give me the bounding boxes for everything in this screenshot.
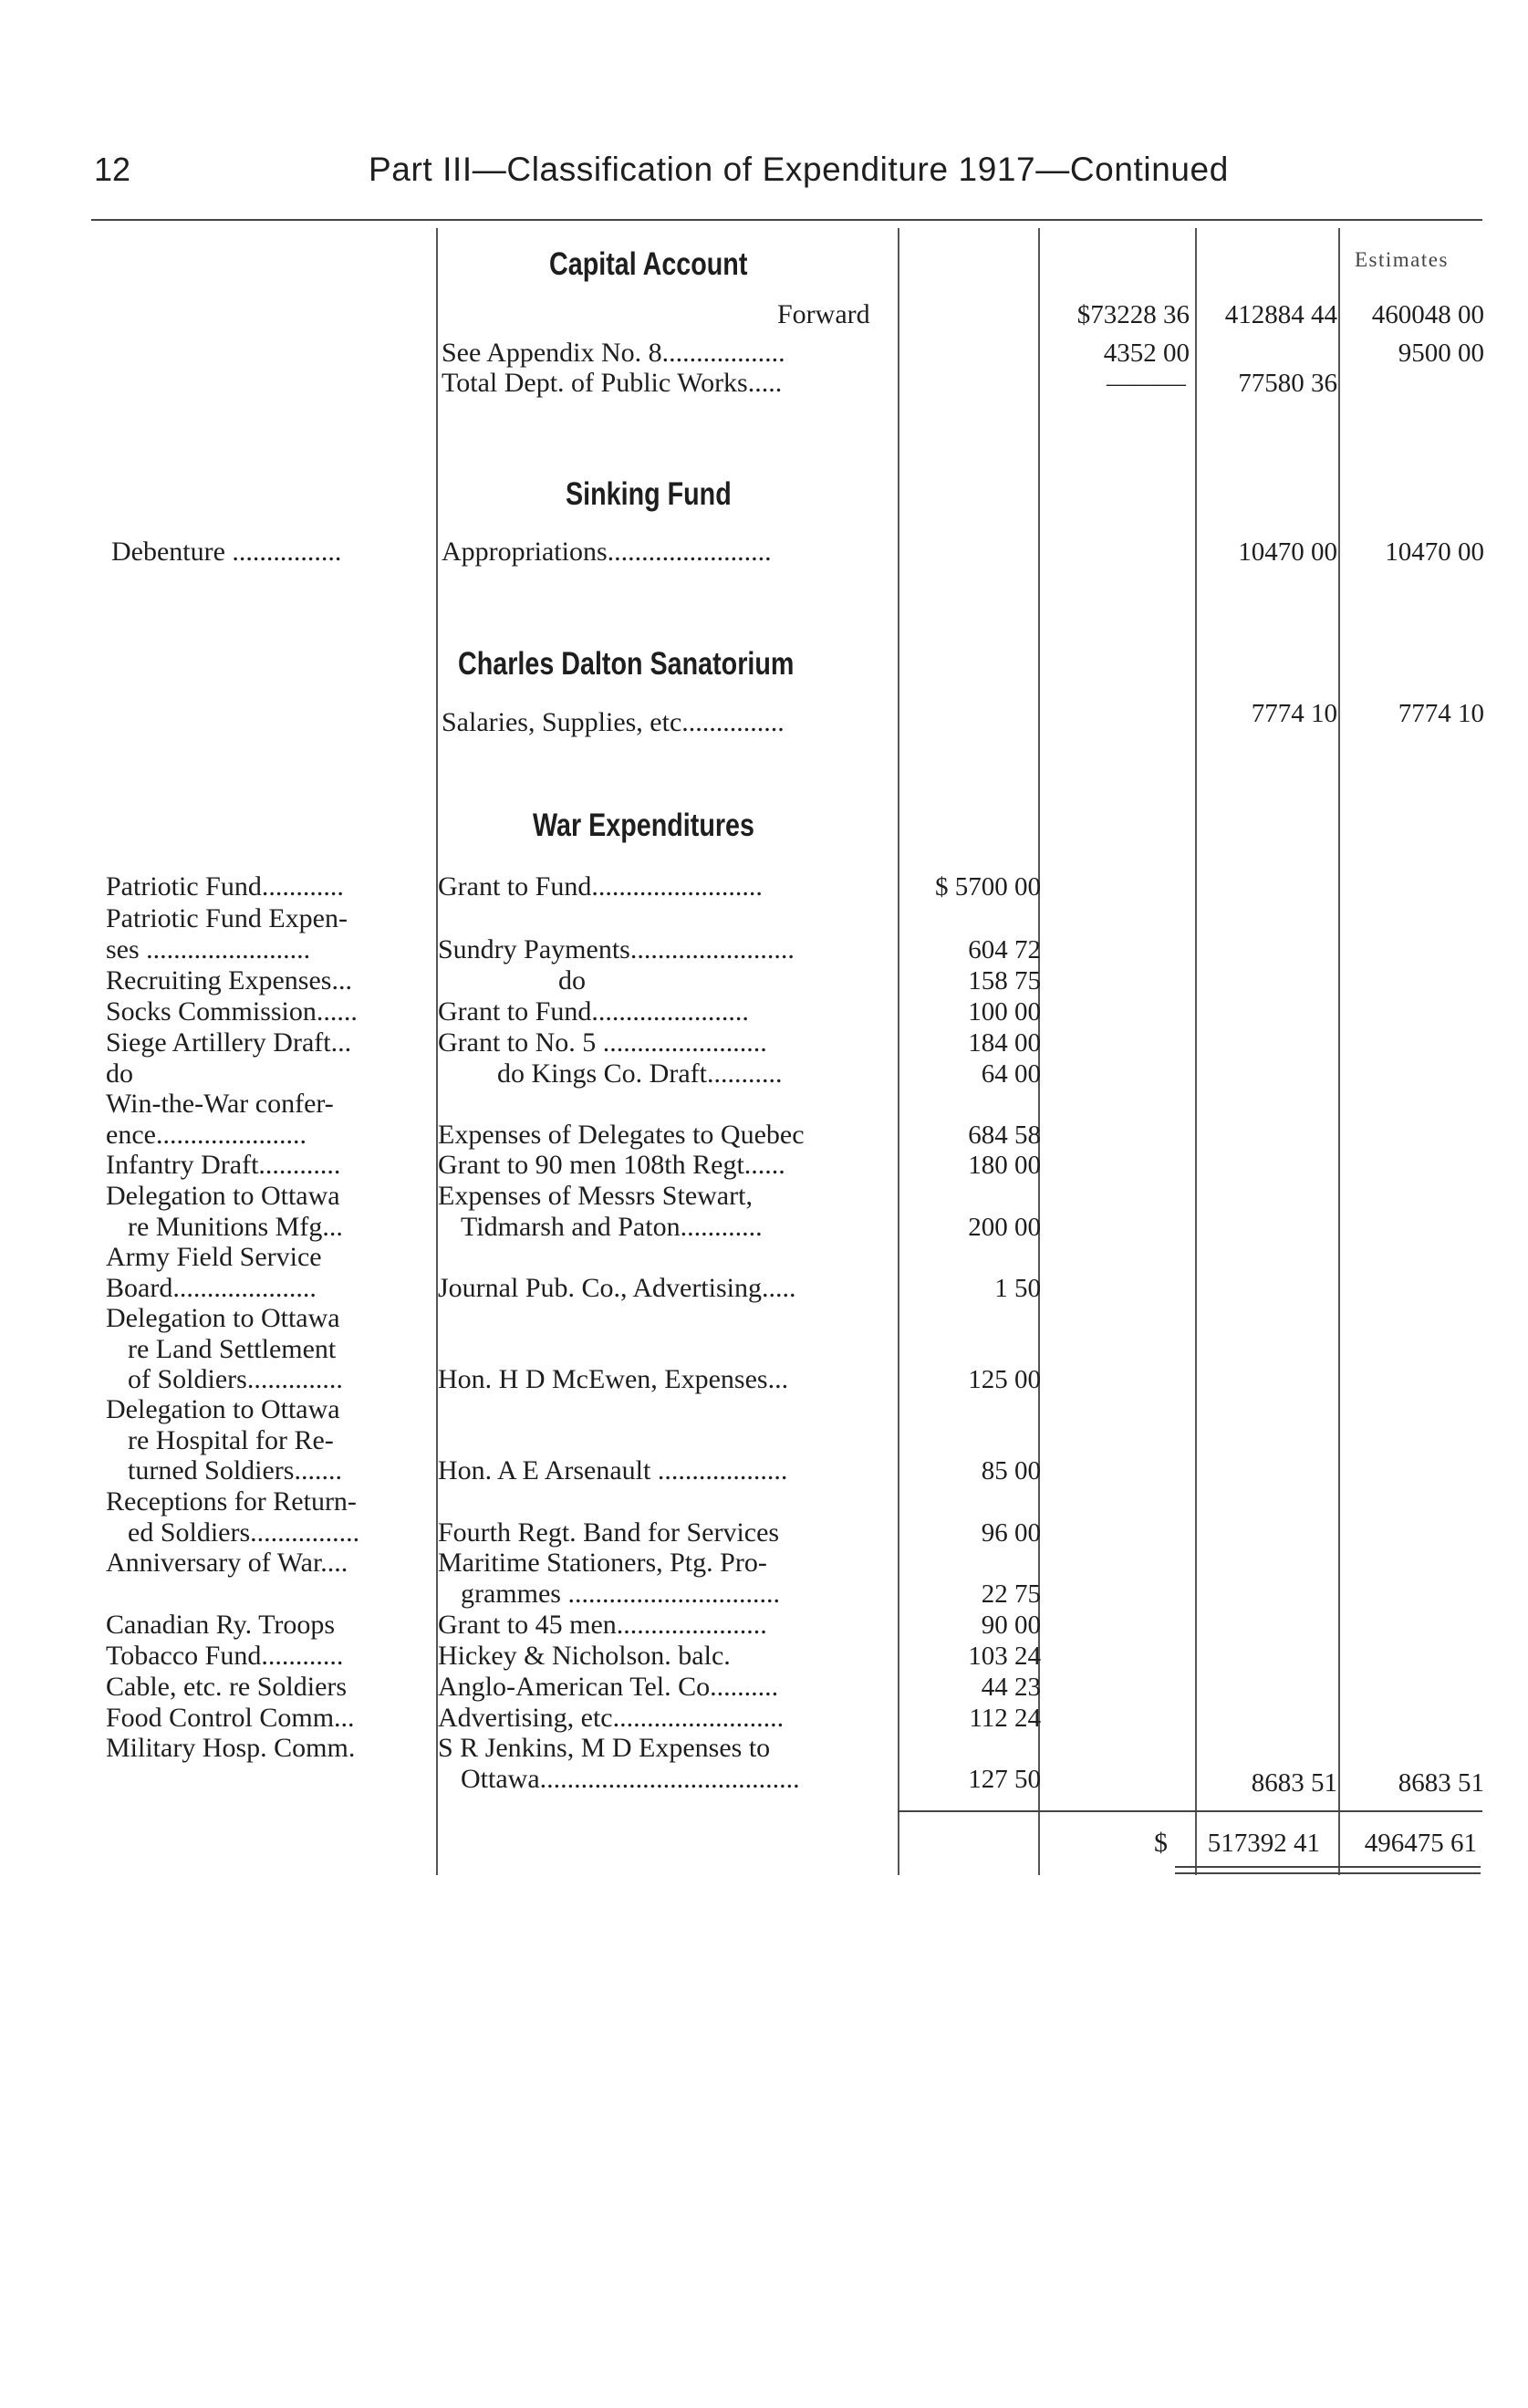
total-col4: 77580 36 xyxy=(1238,369,1337,398)
grand-total-col4: 517392 41 xyxy=(1207,1829,1320,1858)
war-row-amount: 127 50 xyxy=(968,1764,1041,1794)
war-row-amount: 64 00 xyxy=(981,1059,1041,1089)
war-row-amount: 200 00 xyxy=(968,1212,1041,1242)
war-row-payee: Grant to 90 men 108th Regt...... xyxy=(438,1150,785,1180)
war-row-payee: Tidmarsh and Paton............ xyxy=(461,1211,763,1242)
war-row-payee: Maritime Stationers, Ptg. Pro- xyxy=(438,1548,767,1578)
war-row-description: ence...................... xyxy=(106,1119,307,1150)
war-row-payee: Grant to Fund......................... xyxy=(438,871,763,902)
subtotal-rule xyxy=(898,1810,1482,1812)
war-row-description: Anniversary of War.... xyxy=(106,1548,348,1578)
war-row-description: Army Field Service xyxy=(106,1242,322,1272)
forward-col4: 412884 44 xyxy=(1224,300,1337,329)
war-row-description: Board..................... xyxy=(106,1272,317,1303)
war-row-description: Patriotic Fund Expen- xyxy=(106,903,348,933)
war-row-description: Infantry Draft............ xyxy=(106,1150,341,1180)
page-number: 12 xyxy=(94,151,131,188)
war-row-payee: Ottawa...................................... xyxy=(461,1763,800,1794)
war-row-payee: Advertising, etc......................... xyxy=(438,1703,785,1733)
war-row-amount: $ 5700 00 xyxy=(935,872,1041,902)
grand-total-dollar: $ xyxy=(1154,1828,1168,1858)
war-row-description: do xyxy=(106,1058,133,1089)
war-row-payee: S R Jenkins, M D Expenses to xyxy=(438,1733,771,1763)
appendix-label: See Appendix No. 8.................. xyxy=(442,338,785,368)
war-row-amount: 125 00 xyxy=(968,1365,1041,1394)
grand-total-double-rule-2 xyxy=(1175,1872,1481,1874)
war-row-description: Recruiting Expenses... xyxy=(106,965,352,996)
forward-estimate: 460048 00 xyxy=(1371,300,1484,329)
war-row-payee: Sundry Payments........................ xyxy=(438,933,795,964)
war-row-description: Delegation to Ottawa xyxy=(106,1394,340,1424)
war-total-col4: 8683 51 xyxy=(1251,1768,1337,1798)
war-row-payee: Anglo-American Tel. Co.......... xyxy=(438,1672,779,1702)
war-row-payee: do xyxy=(558,965,586,996)
war-row-payee: Fourth Regt. Band for Services xyxy=(438,1517,780,1548)
war-row-payee: Hon. A E Arsenault ................... xyxy=(438,1455,788,1485)
war-row-description: re Land Settlement xyxy=(128,1333,337,1364)
war-row-description: Tobacco Fund............ xyxy=(106,1641,344,1671)
war-row-amount: 180 00 xyxy=(968,1151,1041,1180)
war-row-payee: Expenses of Delegates to Quebec xyxy=(438,1119,805,1150)
total-col3-dash: ——— xyxy=(1107,369,1186,398)
war-total-estimate: 8683 51 xyxy=(1398,1768,1484,1798)
total-public-works-label: Total Dept. of Public Works..... xyxy=(442,368,783,398)
column-rule-5 xyxy=(1338,228,1340,1875)
sinking-col4: 10470 00 xyxy=(1238,537,1337,567)
dalton-col4: 7774 10 xyxy=(1251,699,1337,728)
column-rule-4 xyxy=(1195,228,1197,1875)
debenture-label: Debenture ................ xyxy=(111,537,342,567)
war-row-payee: Grant to No. 5 ........................ xyxy=(438,1027,767,1058)
war-row-amount: 22 75 xyxy=(981,1579,1041,1609)
war-row-amount: 103 24 xyxy=(968,1642,1041,1671)
section-title-sinking: Sinking Fund xyxy=(566,476,732,512)
war-row-description: Delegation to Ottawa xyxy=(106,1181,340,1211)
war-row-description: re Hospital for Re- xyxy=(128,1424,334,1455)
war-row-payee: grammes ............................... xyxy=(461,1578,780,1609)
war-row-description: Delegation to Ottawa xyxy=(106,1303,340,1333)
estimates-heading: Estimates xyxy=(1355,248,1449,271)
page-title: Part III—Classification of Expenditure 1917—Continued xyxy=(369,151,1229,188)
war-row-amount: 158 75 xyxy=(968,966,1041,996)
war-row-amount: 184 00 xyxy=(968,1028,1041,1058)
section-title-capital: Capital Account xyxy=(549,246,748,282)
header-rule xyxy=(91,219,1482,221)
war-row-payee: Hickey & Nicholson. balc. xyxy=(438,1641,731,1671)
war-row-description: Win-the-War confer- xyxy=(106,1089,334,1119)
war-row-description: Food Control Comm... xyxy=(106,1703,355,1733)
war-row-description: ses ........................ xyxy=(106,933,311,964)
war-row-amount: 684 58 xyxy=(968,1120,1041,1150)
forward-label: Forward xyxy=(777,299,870,329)
war-row-amount: 44 23 xyxy=(981,1673,1041,1702)
war-row-amount: 90 00 xyxy=(981,1611,1041,1640)
war-row-amount: 1 50 xyxy=(994,1273,1041,1303)
war-row-description: Socks Commission...... xyxy=(106,996,358,1027)
appendix-col3: 4352 00 xyxy=(1103,339,1190,368)
war-row-amount: 85 00 xyxy=(981,1456,1041,1485)
section-title-war: War Expenditures xyxy=(533,808,754,843)
dalton-label: Salaries, Supplies, etc............... xyxy=(442,707,785,737)
war-row-description: Canadian Ry. Troops xyxy=(106,1610,336,1640)
war-row-description: Siege Artillery Draft... xyxy=(106,1027,352,1058)
appendix-estimate: 9500 00 xyxy=(1398,339,1484,368)
dalton-estimate: 7774 10 xyxy=(1398,699,1484,728)
war-row-description: ed Soldiers................ xyxy=(128,1517,360,1548)
war-row-description: re Munitions Mfg... xyxy=(128,1211,343,1242)
war-row-amount: 96 00 xyxy=(981,1517,1041,1548)
war-row-description: Patriotic Fund............ xyxy=(106,871,344,902)
war-row-description: Receptions for Return- xyxy=(106,1486,357,1517)
war-row-payee: Expenses of Messrs Stewart, xyxy=(438,1181,753,1211)
column-rule-2 xyxy=(898,228,899,1875)
war-row-payee: Grant to Fund....................... xyxy=(438,996,749,1027)
grand-total-estimate: 496475 61 xyxy=(1364,1829,1477,1858)
war-row-payee: Grant to 45 men...................... xyxy=(438,1610,767,1640)
war-row-description: of Soldiers.............. xyxy=(128,1364,343,1394)
war-row-description: Cable, etc. re Soldiers xyxy=(106,1672,348,1702)
war-row-amount: 604 72 xyxy=(968,934,1041,964)
war-row-payee: do Kings Co. Draft........... xyxy=(497,1058,783,1089)
war-row-payee: Hon. H D McEwen, Expenses... xyxy=(438,1364,789,1394)
grand-total-double-rule-1 xyxy=(1175,1866,1481,1868)
section-title-dalton: Charles Dalton Sanatorium xyxy=(458,646,795,682)
war-row-description: Military Hosp. Comm. xyxy=(106,1733,356,1763)
war-row-payee: Journal Pub. Co., Advertising..... xyxy=(438,1272,796,1303)
war-row-description: turned Soldiers....... xyxy=(128,1455,342,1485)
war-row-amount: 112 24 xyxy=(969,1704,1041,1733)
war-row-amount: 100 00 xyxy=(968,997,1041,1027)
appropriations-label: Appropriations........................ xyxy=(442,537,772,567)
sinking-estimate: 10470 00 xyxy=(1385,537,1484,567)
forward-col3: $73228 36 xyxy=(1076,300,1190,329)
